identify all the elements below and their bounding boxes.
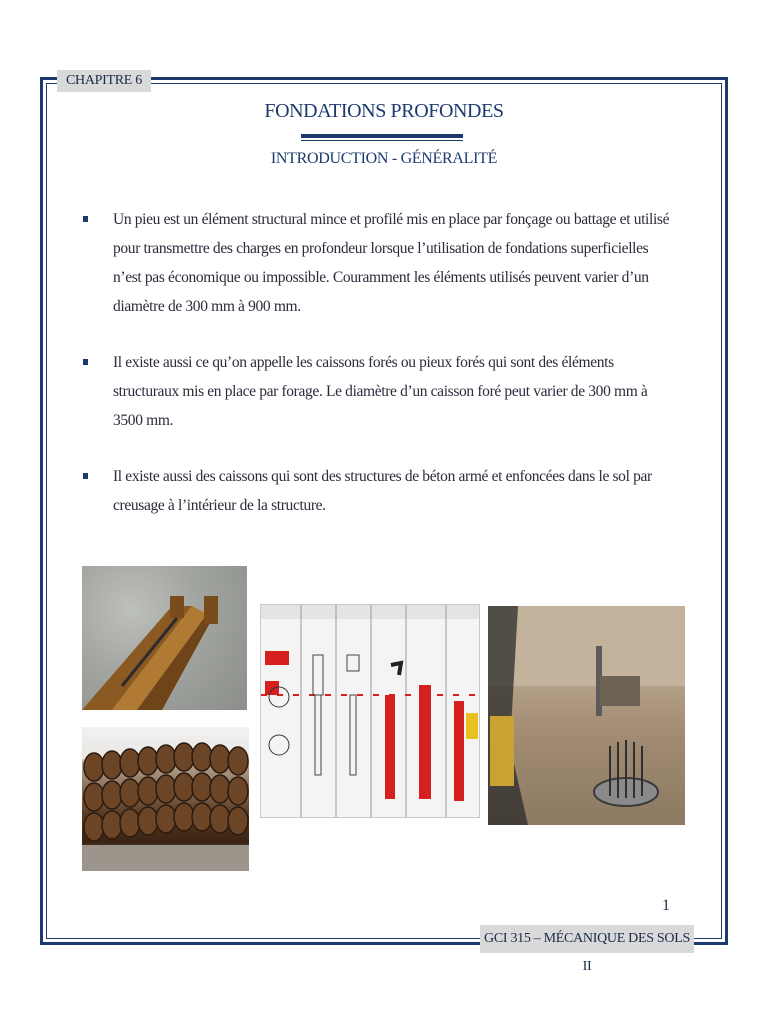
course-footer-tag: GCI 315 – MÉCANIQUE DES SOLS II bbox=[480, 925, 694, 953]
bullet-icon bbox=[83, 359, 88, 365]
bullet-icon bbox=[83, 473, 88, 479]
list-item bbox=[83, 348, 673, 435]
bullet-icon bbox=[83, 216, 88, 222]
caisson-construction-site-photo bbox=[488, 606, 685, 825]
steel-beam-pile-photo bbox=[82, 566, 247, 710]
page-number: 1 bbox=[662, 897, 670, 914]
pile-installation-diagram bbox=[260, 604, 480, 818]
page-title: FONDATIONS PROFONDES bbox=[264, 100, 504, 122]
title-underline bbox=[301, 134, 463, 138]
page-subtitle: INTRODUCTION - GÉNÉRALITÉ bbox=[270, 150, 498, 167]
pipe-piles-photo bbox=[82, 727, 249, 871]
bullet-text: Il existe aussi des caissons qui sont des structures de béton armé et enfoncées dans le sol par creusage à l’intérieur de la structure. bbox=[113, 468, 652, 514]
chapter-tag: CHAPITRE 6 bbox=[57, 70, 151, 92]
bullet-text: Un pieu est un élément structural mince et profilé mis en place par fonçage ou battage et utilisé pour transmettre des charges en profondeur lorsque l’utilisation de fondations superficielles n’est pas économique ou impossible. Couramment les éléments utilisés peuvent varier d’un diamètre de 300 mm à 900 mm. bbox=[113, 211, 670, 315]
list-item bbox=[83, 205, 673, 321]
list-item bbox=[83, 462, 673, 520]
bullet-text: Il existe aussi ce qu’on appelle les caissons forés ou pieux forés qui sont des éléments structuraux mis en place par forage. Le diamètre d’un caisson foré peut varier de 300 mm à 3500 mm. bbox=[113, 354, 648, 429]
bullet-list bbox=[83, 205, 673, 547]
title-underline-thin bbox=[301, 140, 463, 141]
